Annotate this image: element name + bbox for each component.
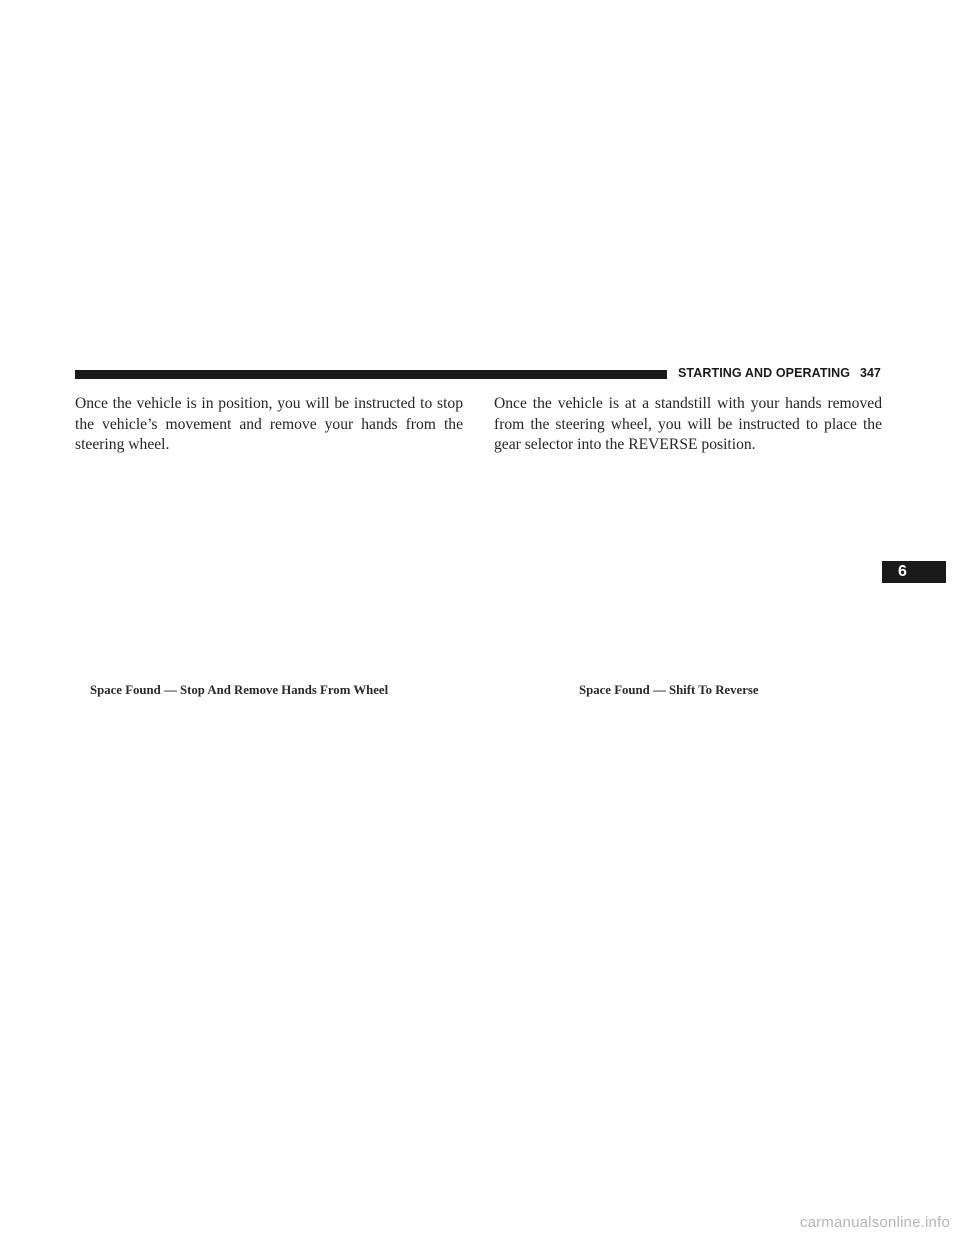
right-paragraph: Once the vehicle is at a standstill with your hands removed from the steering wheel, you will be instructed to place the gear selector into the REVERSE position. xyxy=(494,395,882,453)
left-paragraph: Once the vehicle is in position, you will be instructed to stop the vehicle’s movement and remove your hands from the steering wheel. xyxy=(75,395,463,453)
chapter-tab-label: 6 xyxy=(898,563,907,580)
header-rule-bar xyxy=(75,370,667,379)
left-figure-caption: Space Found — Stop And Remove Hands From Wheel xyxy=(90,683,389,697)
chapter-tab xyxy=(882,561,946,583)
page-number: 347 xyxy=(860,366,881,380)
section-title: STARTING AND OPERATING xyxy=(678,366,851,380)
watermark: carmanualsonline.info xyxy=(799,1214,950,1231)
right-figure-caption: Space Found — Shift To Reverse xyxy=(579,683,759,697)
